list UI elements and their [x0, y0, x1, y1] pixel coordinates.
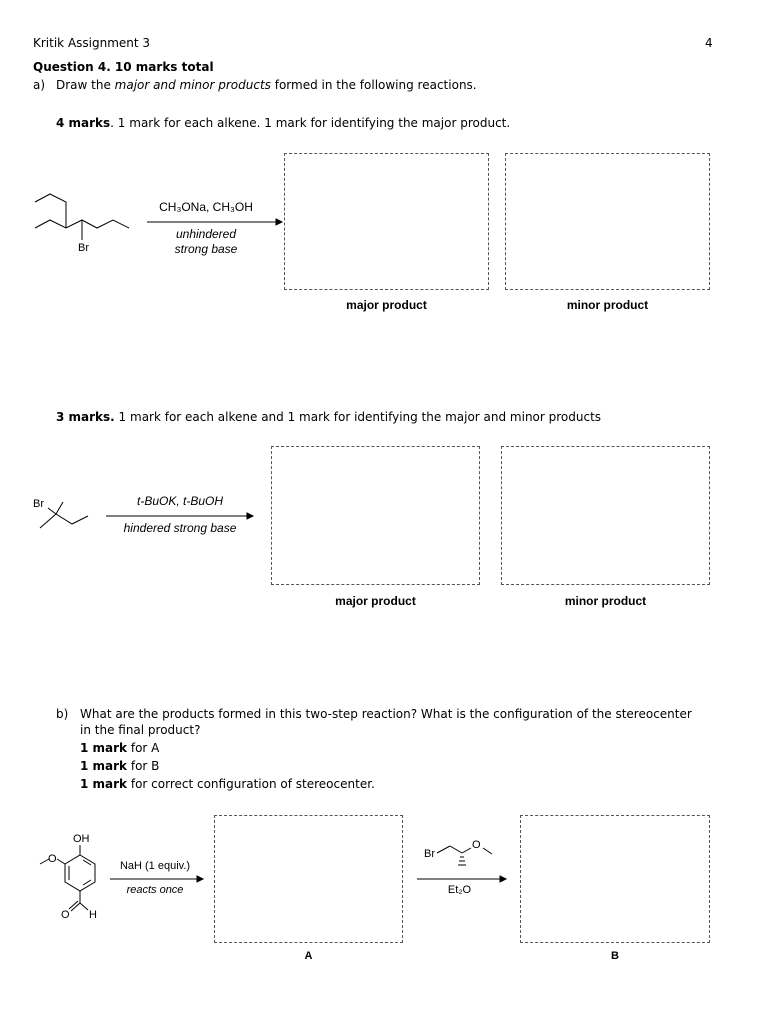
part-a-instruction: Draw the major and minor products formed in the following reactions.: [56, 78, 477, 92]
question-title: Question 4. 10 marks total: [33, 60, 214, 74]
part-b-mark-config: 1 mark for correct configuration of stereocenter.: [80, 777, 375, 791]
product-b-label: B: [611, 950, 619, 962]
product-b-box[interactable]: [520, 815, 710, 943]
reaction1-note1: unhindered: [175, 227, 237, 241]
part-a-label: a): [33, 78, 46, 92]
step2-solvent: Et₂O: [447, 884, 472, 896]
reaction2-minor-label: minor product: [564, 594, 647, 608]
reaction1-bromine-label: Br: [78, 242, 89, 254]
reaction1-marks: 4 marks. 1 mark for each alkene. 1 mark for identifying the major product.: [56, 116, 511, 130]
vanillin-carbonyl-o-label: O: [61, 909, 70, 921]
product-a-label: A: [304, 950, 313, 962]
reaction2-note: hindered strong base: [123, 521, 237, 535]
vanillin-oh-label: OH: [73, 833, 90, 845]
reaction2-major-label: major product: [335, 594, 416, 608]
page-number: 4: [705, 36, 713, 50]
part-b-label: b): [56, 707, 69, 721]
reaction1-major-label: major product: [346, 298, 427, 312]
step1-note: reacts once: [126, 884, 184, 896]
part-b-mark-a: 1 mark for A: [80, 741, 160, 755]
part-b-question-line1: What are the products formed in this two-step reaction? What is the configuration of the stereocenter: [80, 707, 692, 721]
part-b-question-line2: in the final product?: [80, 723, 201, 737]
reaction2-reagent: t-BuOK, t-BuOH: [136, 494, 224, 508]
step1-reagent: NaH (1 equiv.): [119, 860, 191, 872]
document-title: Kritik Assignment 3: [33, 36, 151, 50]
part-b-mark-b: 1 mark for B: [80, 759, 160, 773]
vanillin-ether-o-label: O: [48, 853, 57, 865]
reaction2-bromine-label: Br: [33, 498, 44, 510]
reaction1-minor-label: minor product: [566, 298, 649, 312]
reaction1-reagent: CH₃ONa, CH₃OH: [159, 200, 253, 214]
vanillin-aldehyde-h-label: H: [89, 909, 97, 921]
step2-oxygen-label: O: [472, 839, 481, 851]
step2-bromine-label: Br: [424, 848, 435, 860]
reaction1-note2: strong base: [174, 242, 238, 256]
reaction2-marks: 3 marks. 1 mark for each alkene and 1 mark for identifying the major and minor products: [56, 410, 602, 424]
